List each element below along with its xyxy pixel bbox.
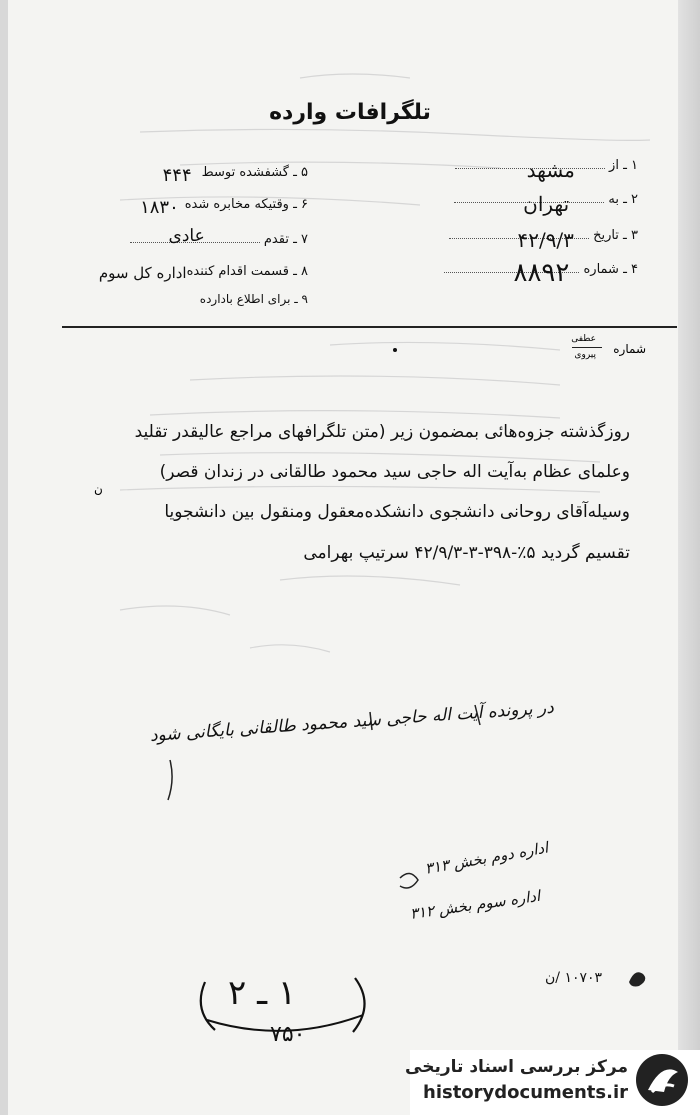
reference-number-top: عطفی: [571, 334, 596, 344]
field-decoded-by: [162, 165, 308, 186]
field-transmit-time: [140, 197, 308, 218]
routing-note-2: اداره سوم بخش ۳۱۲: [408, 886, 542, 923]
field-number-label: ۴ ـ شماره: [583, 262, 638, 277]
field-date: [449, 228, 638, 252]
field-info-for-label: ۹ ـ برای اطلاع بادارده: [199, 292, 308, 306]
ink-dot: [393, 348, 397, 352]
field-to-value: تهران: [523, 192, 570, 216]
field-transmit-time-value: ۱۸۳۰: [140, 197, 179, 218]
reference-number-label: شماره: [613, 342, 646, 356]
form-title: تلگرافات وارده: [269, 100, 431, 125]
field-priority-label: ۷ ـ تقدم: [263, 232, 308, 247]
archive-stamp-mark: [625, 964, 655, 990]
field-priority-value: عادی: [168, 226, 205, 246]
footer-website: historydocuments.ir: [423, 1082, 628, 1103]
field-priority: [130, 226, 308, 247]
body-superscript: ن: [94, 482, 103, 496]
handwritten-filing-note: در پرونده آیت اله حاجی سید محمود طالقانی بایگانی شود: [149, 697, 555, 746]
field-number-value: ۸۸۹۲: [513, 258, 570, 288]
field-transmit-time-label: ۶ ـ وقتیکه مخابره شده: [184, 197, 308, 212]
field-action-dept-value: اداره کل سوم: [98, 264, 187, 282]
field-from-value: مشهد: [526, 158, 575, 182]
reference-number-block: [548, 334, 648, 368]
file-number-bottom: ۷۵۰: [270, 1022, 306, 1047]
body-line-1: روزگذشته جزوه‌هائی بمضمون زیر (متن تلگرافهای مراجع عالیقدر تقلید: [134, 422, 630, 442]
field-decoded-by-label: ۵ ـ گشفشده توسط: [201, 165, 308, 180]
field-decoded-by-value: ۴۴۴: [162, 165, 192, 186]
reference-number-bottom: پیروی: [574, 350, 596, 360]
field-from-label: ۱ ـ از: [609, 158, 638, 173]
routing-note-1: اداره دوم بخش ۳۱۳: [423, 838, 550, 878]
archive-reference: ۱۰۷۰۳ /ن: [545, 970, 603, 986]
header-divider: [62, 326, 677, 328]
body-line-3: وسیله‌آقای روحانی دانشجوی دانشکده‌معقول ومنقول بین دانشجویا: [164, 502, 630, 522]
body-line-4: تقسیم گردید ۵٪-۳۹۸-۳-۴۲/۹/۳ سرتیپ بهرامی: [303, 543, 630, 563]
footer-org-name: مرکز بررسی اسناد تاریخی: [405, 1057, 628, 1077]
body-line-2: وعلمای عظام به‌آیت اله حاجی سید محمود طالقانی در زندان قصر): [159, 462, 630, 482]
field-to: [454, 192, 638, 216]
field-from: [455, 158, 638, 182]
archive-logo-icon: [634, 1052, 690, 1108]
field-to-label: ۲ ـ به: [608, 192, 638, 207]
field-date-label: ۳ ـ تاریخ: [593, 228, 638, 243]
field-action-dept: [98, 264, 308, 282]
file-number-top: ۱ ـ ۲: [228, 973, 297, 1013]
field-date-value: ۴۲/۹/۳: [517, 228, 574, 252]
field-info-for: [200, 292, 308, 306]
field-number: [444, 258, 638, 288]
field-action-dept-label: ۸ ـ قسمت اقدام کننده: [186, 264, 308, 279]
